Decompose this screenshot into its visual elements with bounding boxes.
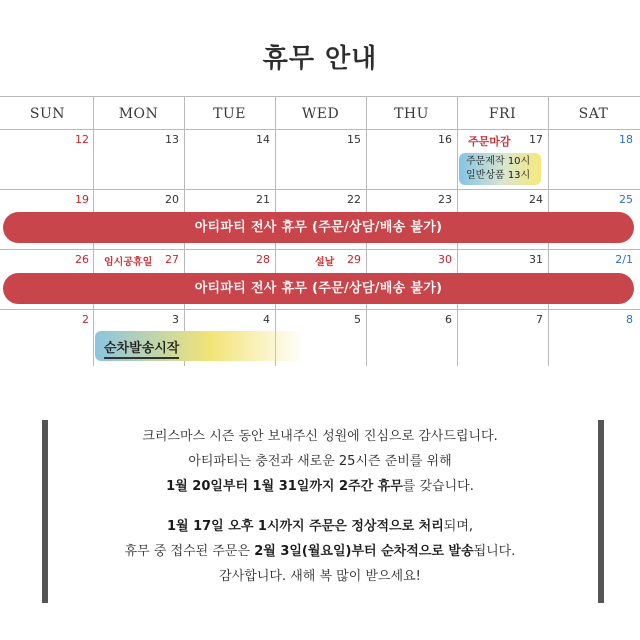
date-cell: 19 [75, 193, 89, 206]
weekday-mon: MON [118, 106, 159, 122]
date-cell: 2 [82, 313, 89, 326]
date-cell: 29 [347, 253, 361, 266]
grid-line [0, 129, 640, 130]
deadline-custom-order: 주문제작 10시 [466, 156, 531, 167]
date-cell: 24 [529, 193, 543, 206]
holiday-banner: 아티파티 전사 휴무 (주문/상담/배송 불가) [3, 212, 634, 243]
date-cell: 13 [165, 133, 179, 146]
message-text: 휴무 중 접수된 주문은 [124, 544, 255, 559]
date-cell: 2/1 [615, 253, 633, 266]
seollal-note: 설날 [315, 257, 335, 268]
deadline-time-box [459, 153, 541, 185]
date-cell: 16 [438, 133, 452, 146]
deadline-general-product: 일반상품 13시 [466, 170, 531, 181]
message-line: 감사합니다. 새해 복 많이 받으세요! [219, 569, 421, 584]
shipping-start-label: 순차발송시작 [104, 341, 179, 359]
grid-line [0, 249, 640, 250]
date-cell: 4 [263, 313, 270, 326]
date-cell: 30 [438, 253, 452, 266]
message-line [60, 514, 580, 539]
shipping-resume: 2월 3일(월요일)부터 순차적으로 발송 [254, 544, 474, 559]
message-text: 되며, [443, 519, 474, 534]
date-cell: 22 [347, 193, 361, 206]
weekday-fri: FRI [488, 106, 517, 122]
weekday-sat: SAT [578, 106, 609, 122]
date-cell: 6 [445, 313, 452, 326]
date-cell: 28 [256, 253, 270, 266]
weekday-wed: WED [301, 106, 340, 122]
grid-line [0, 96, 640, 97]
date-cell: 26 [75, 253, 89, 266]
notice-message [60, 424, 580, 589]
date-cell: 27 [165, 253, 179, 266]
date-cell: 25 [619, 193, 633, 206]
date-cell: 18 [619, 133, 633, 146]
page-title: 휴무 안내 [262, 44, 378, 74]
holiday-period: 1월 20일부터 1월 31일까지 2주간 휴무 [166, 479, 403, 494]
date-cell: 31 [529, 253, 543, 266]
message-line [60, 539, 580, 564]
holiday-banner: 아티파티 전사 휴무 (주문/상담/배송 불가) [3, 273, 634, 304]
deadline-note: 주문마감 [468, 135, 511, 148]
message-line: 아티파티는 충전과 새로운 25시즌 준비를 위해 [188, 454, 452, 469]
weekday-tue: TUE [213, 106, 246, 122]
order-cutoff: 1월 17일 오후 1시까지 주문은 정상적으로 처리 [166, 519, 444, 534]
date-cell: 3 [172, 313, 179, 326]
date-cell: 17 [529, 133, 543, 146]
date-cell: 21 [256, 193, 270, 206]
date-cell: 14 [256, 133, 270, 146]
grid-line [0, 189, 640, 190]
date-cell: 23 [438, 193, 452, 206]
date-cell: 20 [165, 193, 179, 206]
message-text: 를 갖습니다. [402, 479, 474, 494]
right-quote-bar [598, 420, 604, 603]
message-line [60, 474, 580, 499]
message-line: 크리스마스 시즌 동안 보내주신 성원에 진심으로 감사드립니다. [142, 429, 498, 444]
weekday-sun: SUN [29, 106, 66, 122]
date-cell: 15 [347, 133, 361, 146]
message-text: 됩니다. [473, 544, 516, 559]
date-cell: 7 [536, 313, 543, 326]
date-cell: 5 [354, 313, 361, 326]
shipping-start-box [95, 331, 305, 361]
date-cell: 12 [75, 133, 89, 146]
weekday-thu: THU [394, 106, 429, 122]
date-cell: 8 [626, 313, 633, 326]
left-quote-bar [42, 420, 48, 603]
grid-line [0, 309, 640, 310]
temp-holiday-note: 임시공휴일 [104, 257, 153, 268]
